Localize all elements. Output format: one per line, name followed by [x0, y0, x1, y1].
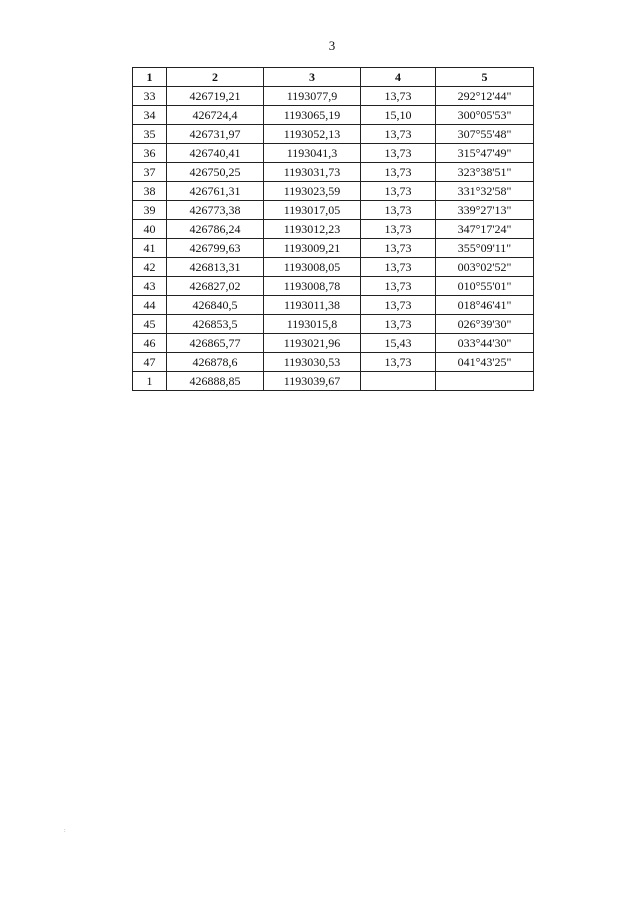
- table-cell-col-3: 1193015,8: [264, 315, 361, 334]
- table-cell-col-4: 13,73: [361, 144, 436, 163]
- table-cell-col-3: 1193052,13: [264, 125, 361, 144]
- table-cell-col-4: 13,73: [361, 315, 436, 334]
- table-row: [133, 296, 534, 315]
- table-cell-col-3: 1193008,05: [264, 258, 361, 277]
- table-row: [133, 372, 534, 391]
- table-cell-col-4: 13,73: [361, 220, 436, 239]
- table-cell-col-2: 426865,77: [167, 334, 264, 353]
- table-cell-col-1: 43: [133, 277, 167, 296]
- table-cell-col-1: 42: [133, 258, 167, 277]
- table-cell-col-5: 041°43'25": [436, 353, 534, 372]
- table-cell-col-5: [436, 372, 534, 391]
- table-cell-col-4: 13,73: [361, 353, 436, 372]
- header-col-1: 1: [133, 68, 167, 87]
- table-cell-col-3: 1193065,19: [264, 106, 361, 125]
- table-cell-col-2: 426799,63: [167, 239, 264, 258]
- table-cell-col-1: 37: [133, 163, 167, 182]
- table-header: [133, 68, 534, 87]
- table-cell-col-1: 1: [133, 372, 167, 391]
- coordinates-table: [132, 67, 534, 391]
- table-cell-col-4: 13,73: [361, 182, 436, 201]
- table-cell-col-2: 426750,25: [167, 163, 264, 182]
- table-cell-col-4: 13,73: [361, 239, 436, 258]
- table-cell-col-1: 36: [133, 144, 167, 163]
- table-cell-col-5: 323°38'51": [436, 163, 534, 182]
- table-row: [133, 334, 534, 353]
- table-cell-col-5: 033°44'30": [436, 334, 534, 353]
- table-cell-col-1: 46: [133, 334, 167, 353]
- table-cell-col-1: 40: [133, 220, 167, 239]
- table-cell-col-3: 1193009,21: [264, 239, 361, 258]
- table-cell-col-5: 010°55'01": [436, 277, 534, 296]
- table-cell-col-5: 347°17'24": [436, 220, 534, 239]
- table-row: [133, 201, 534, 220]
- table-cell-col-5: 355°09'11": [436, 239, 534, 258]
- table-cell-col-5: 003°02'52": [436, 258, 534, 277]
- table-cell-col-2: 426786,24: [167, 220, 264, 239]
- table-cell-col-3: 1193041,3: [264, 144, 361, 163]
- table-cell-col-1: 34: [133, 106, 167, 125]
- table-cell-col-2: 426731,97: [167, 125, 264, 144]
- table-cell-col-4: 13,73: [361, 87, 436, 106]
- table-row: [133, 125, 534, 144]
- table-cell-col-3: 1193023,59: [264, 182, 361, 201]
- table-cell-col-2: 426813,31: [167, 258, 264, 277]
- table-cell-col-2: 426773,38: [167, 201, 264, 220]
- table-cell-col-2: 426724,4: [167, 106, 264, 125]
- table-cell-col-2: 426888,85: [167, 372, 264, 391]
- table-row: [133, 182, 534, 201]
- table-cell-col-1: 33: [133, 87, 167, 106]
- table-cell-col-4: 13,73: [361, 125, 436, 144]
- table-row: [133, 220, 534, 239]
- table-row: [133, 353, 534, 372]
- table-cell-col-3: 1193011,38: [264, 296, 361, 315]
- header-col-2: 2: [167, 68, 264, 87]
- table-cell-col-5: 292°12'44": [436, 87, 534, 106]
- table-cell-col-4: 13,73: [361, 258, 436, 277]
- table-cell-col-1: 39: [133, 201, 167, 220]
- corner-mark: :: [64, 828, 66, 834]
- table-cell-col-1: 44: [133, 296, 167, 315]
- header-col-5: 5: [436, 68, 534, 87]
- table-cell-col-1: 47: [133, 353, 167, 372]
- table-cell-col-4: 15,10: [361, 106, 436, 125]
- table-row: [133, 106, 534, 125]
- table-row: [133, 277, 534, 296]
- table-row: [133, 163, 534, 182]
- table-cell-col-1: 41: [133, 239, 167, 258]
- table-cell-col-3: 1193030,53: [264, 353, 361, 372]
- table-cell-col-4: 13,73: [361, 296, 436, 315]
- table-cell-col-3: 1193021,96: [264, 334, 361, 353]
- table-body: [133, 87, 534, 391]
- table-cell-col-5: 026°39'30": [436, 315, 534, 334]
- table-cell-col-4: 13,73: [361, 201, 436, 220]
- table-cell-col-3: 1193039,67: [264, 372, 361, 391]
- page-number: 3: [328, 38, 336, 53]
- table-cell-col-2: 426761,31: [167, 182, 264, 201]
- table-cell-col-2: 426840,5: [167, 296, 264, 315]
- table-row: [133, 239, 534, 258]
- table-cell-col-2: 426853,5: [167, 315, 264, 334]
- table-cell-col-5: 339°27'13": [436, 201, 534, 220]
- table-cell-col-3: 1193031,73: [264, 163, 361, 182]
- table-row: [133, 144, 534, 163]
- table-cell-col-5: 300°05'53": [436, 106, 534, 125]
- table-cell-col-5: 018°46'41": [436, 296, 534, 315]
- table-cell-col-2: 426740,41: [167, 144, 264, 163]
- table-cell-col-4: 15,43: [361, 334, 436, 353]
- table-cell-col-4: 13,73: [361, 277, 436, 296]
- table-cell-col-3: 1193012,23: [264, 220, 361, 239]
- header-col-3: 3: [264, 68, 361, 87]
- table-row: [133, 258, 534, 277]
- table-cell-col-4: 13,73: [361, 163, 436, 182]
- table-row: [133, 315, 534, 334]
- table-cell-col-5: 307°55'48": [436, 125, 534, 144]
- header-col-4: 4: [361, 68, 436, 87]
- table-cell-col-2: 426827,02: [167, 277, 264, 296]
- table-cell-col-3: 1193017,05: [264, 201, 361, 220]
- table-cell-col-5: 331°32'58": [436, 182, 534, 201]
- table-cell-col-1: 35: [133, 125, 167, 144]
- table-cell-col-3: 1193008,78: [264, 277, 361, 296]
- table-cell-col-1: 38: [133, 182, 167, 201]
- table-cell-col-3: 1193077,9: [264, 87, 361, 106]
- table-row: [133, 87, 534, 106]
- table-cell-col-1: 45: [133, 315, 167, 334]
- table-cell-col-5: 315°47'49": [436, 144, 534, 163]
- table-cell-col-2: 426878,6: [167, 353, 264, 372]
- table-cell-col-2: 426719,21: [167, 87, 264, 106]
- table-cell-col-4: [361, 372, 436, 391]
- header-row: [133, 68, 534, 87]
